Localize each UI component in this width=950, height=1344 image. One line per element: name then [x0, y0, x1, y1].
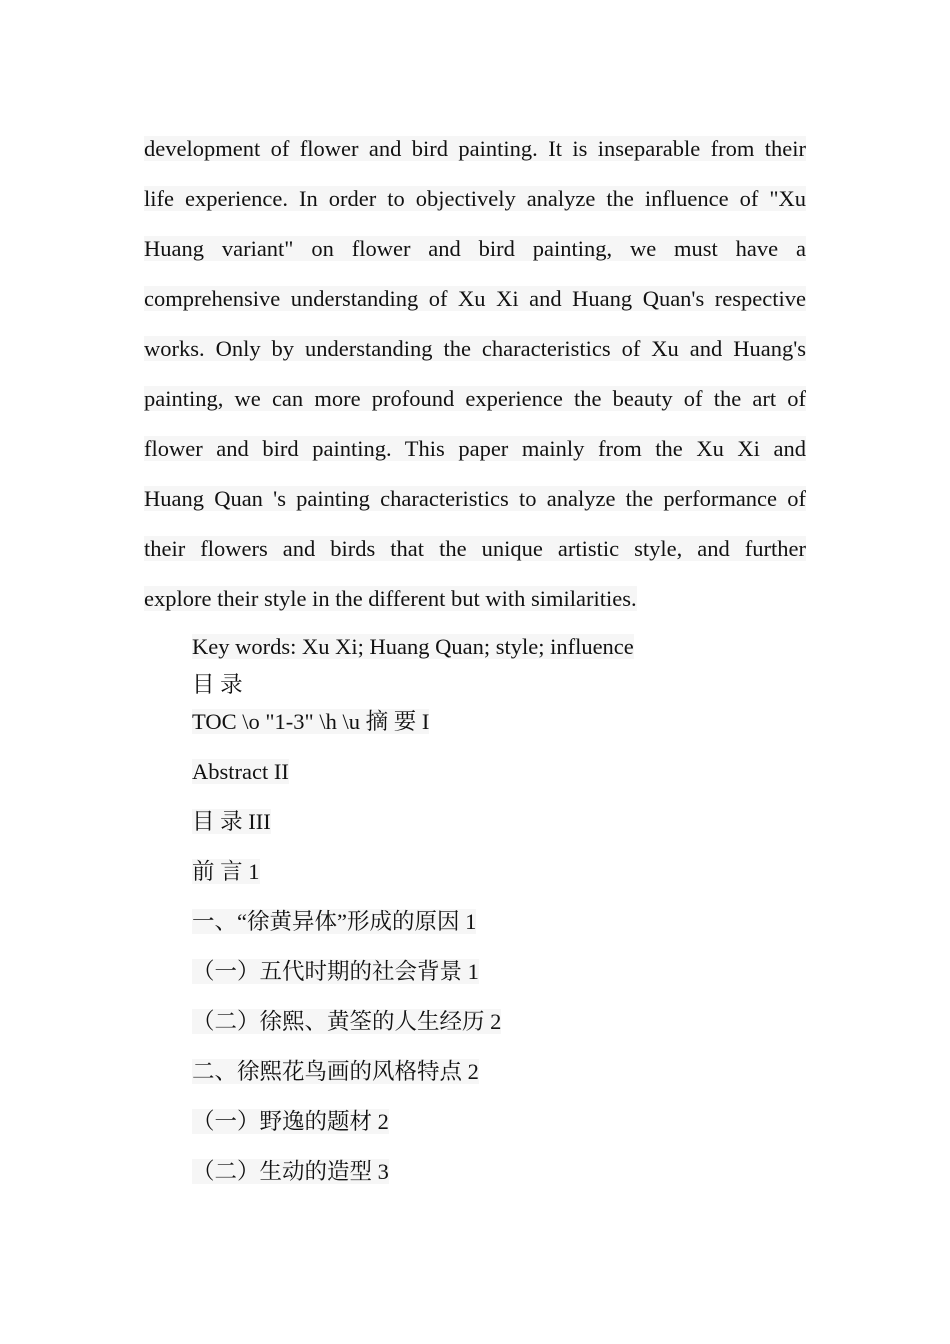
abstract-line: comprehensive understanding of Xu Xi and Huang Quan's respective [144, 286, 806, 311]
toc-entry[interactable]: 目 录 III [192, 809, 271, 834]
abstract-line: Huang Quan 's painting characteristics to analyze the performance of [144, 486, 806, 511]
keywords-line: Key words: Xu Xi; Huang Quan; style; influence [192, 634, 634, 659]
toc-entry[interactable]: 前 言 1 [192, 859, 260, 884]
toc-entry[interactable]: 一、“徐黄异体”形成的原因 1 [192, 909, 477, 934]
toc-entry[interactable]: （一）五代时期的社会背景 1 [192, 959, 479, 984]
table-of-contents [192, 704, 792, 1204]
abstract-line: development of flower and bird painting. It is inseparable from their [144, 136, 806, 161]
abstract-line: explore their style in the different but with similarities. [144, 586, 637, 611]
toc-entry[interactable]: Abstract II [192, 759, 289, 784]
abstract-line: Huang variant" on flower and bird painting, we must have a [144, 236, 806, 261]
toc-entry[interactable]: TOC \o "1-3" \h \u 摘 要 I [192, 709, 430, 734]
toc-entry[interactable]: （二）徐熙、黄筌的人生经历 2 [192, 1009, 502, 1034]
abstract-line: flower and bird painting. This paper mainly from the Xu Xi and [144, 436, 806, 461]
toc-entry[interactable]: （二）生动的造型 3 [192, 1159, 389, 1184]
abstract-paragraph [144, 124, 806, 624]
abstract-line: their flowers and birds that the unique artistic style, and further [144, 536, 806, 561]
abstract-line: painting, we can more profound experience the beauty of the art of [144, 386, 806, 411]
toc-heading: 目 录 [192, 672, 243, 697]
toc-entry[interactable]: （一）野逸的题材 2 [192, 1109, 389, 1134]
toc-entry[interactable]: 二、徐熙花鸟画的风格特点 2 [192, 1059, 479, 1084]
abstract-line: life experience. In order to objectively analyze the influence of "Xu [144, 186, 806, 211]
abstract-line: works. Only by understanding the characteristics of Xu and Huang's [144, 336, 806, 361]
